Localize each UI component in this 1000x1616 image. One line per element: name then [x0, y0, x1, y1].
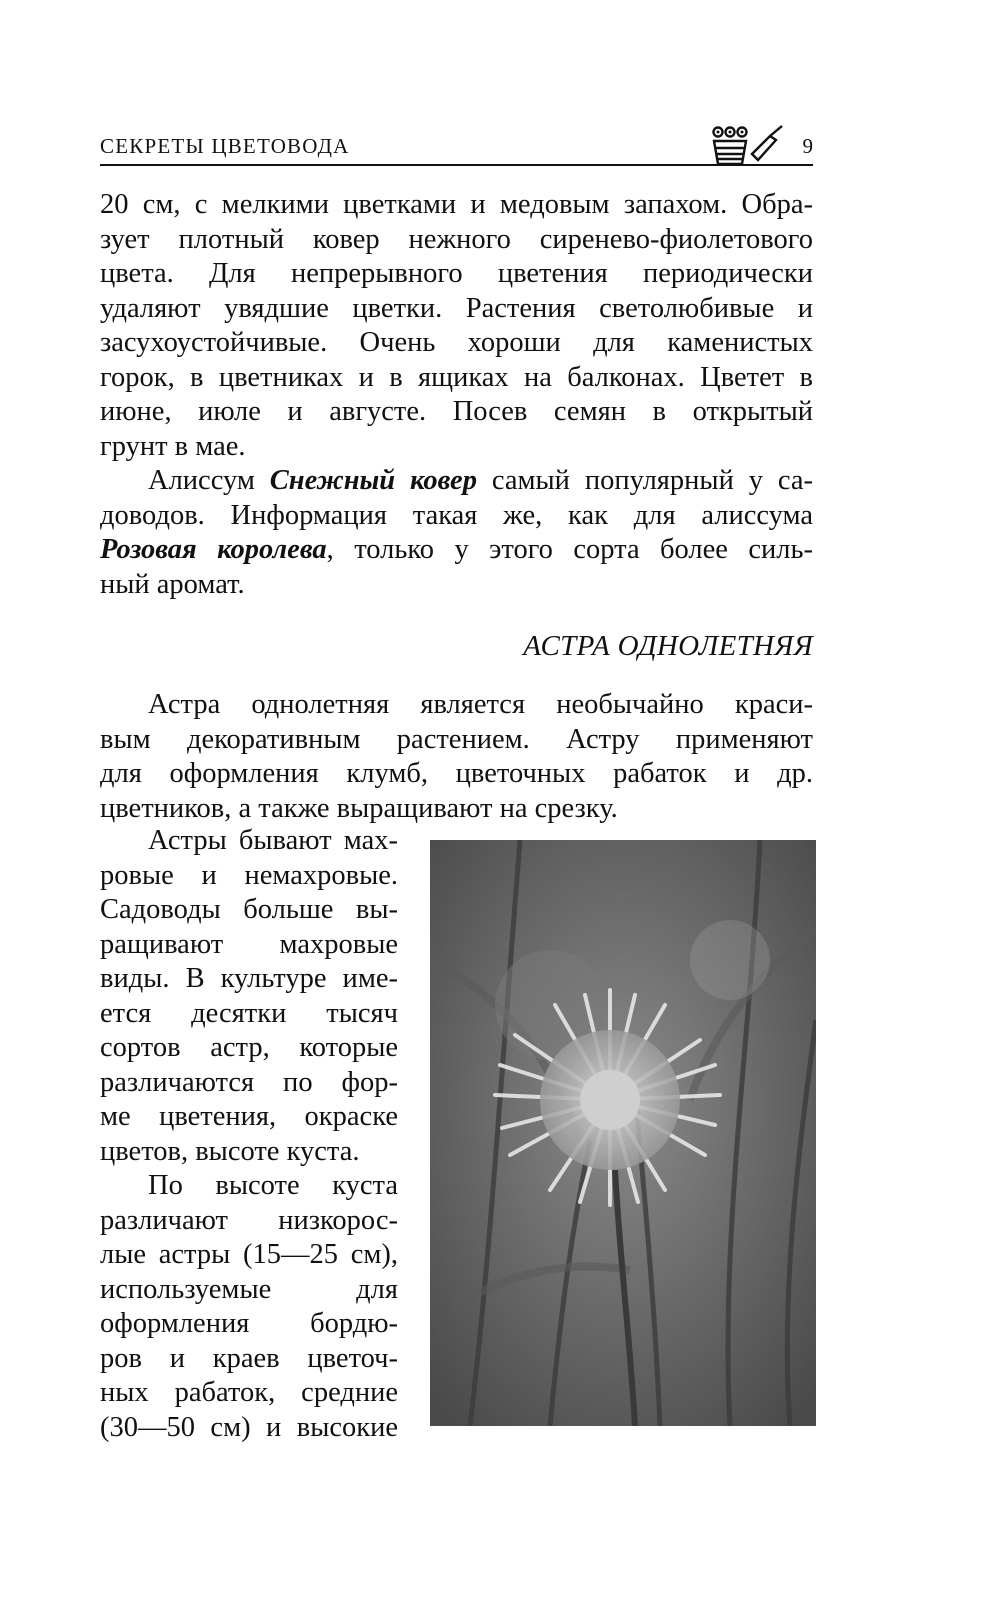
text-line: цветников, а также выращивают на срезку. [100, 792, 618, 824]
text-line: горок, в цветниках и в ящиках на балконах. Цветет в [100, 361, 813, 393]
text-line: виды. В культуре име- [100, 963, 398, 994]
text-line: цветов, высоте куста. [100, 1135, 360, 1167]
text-line: Астра однолетняя является необычайно краси- [148, 689, 813, 720]
text-line: 20 см, с мелкими цветками и медовым запахом. Обра- [100, 189, 813, 220]
variety-name: Снежный ковер [269, 465, 477, 496]
text-line: Алиссум Снежный ковер самый популярный у са- [148, 465, 814, 496]
aster-flower-photo [430, 840, 816, 1426]
text-line: ров и краев цветоч- [100, 1342, 398, 1374]
running-title: СЕКРЕТЫ ЦВЕТОВОДА [100, 134, 350, 158]
text-line: для оформления клумб, цветочных рабаток и др. [100, 758, 813, 789]
text-line: ных рабаток, средние [100, 1377, 398, 1408]
text-line: лые астры (15—25 см), [100, 1239, 398, 1270]
text-line: доводов. Информация такая же, как для алиссума [100, 499, 813, 531]
text-line: используемые для [100, 1273, 398, 1305]
paragraph-continued [100, 188, 813, 464]
text-line: сортов астр, которые [100, 1032, 398, 1063]
text-line: Садоводы больше вы- [100, 894, 398, 925]
text-line: По высоте куста [148, 1170, 398, 1201]
header-rule [100, 164, 813, 166]
text-line: ровые и немахровые. [100, 859, 398, 891]
paragraph-alyssum [100, 464, 813, 602]
text-line: ме цветения, окраске [100, 1101, 398, 1132]
text-line: вым декоративным растением. Астру применяют [100, 723, 813, 755]
text-line: цвета. Для непрерывного цветения периодически [100, 258, 813, 289]
text-line: грунт в мае. [100, 430, 246, 462]
text-line: (30—50 см) и высокие [100, 1411, 398, 1443]
text-line: ется десятки тысяч [100, 997, 398, 1029]
text-line: засухоустойчивые. Очень хороши для каменистых [100, 327, 813, 358]
text-column [100, 824, 398, 1445]
text-line: зует плотный ковер нежного сиренево-фиолетового [100, 223, 813, 255]
variety-name: Розовая королева [100, 534, 327, 565]
text-line: различаются по фор- [100, 1066, 398, 1098]
paragraph-aster-intro [100, 688, 813, 826]
page-number: 9 [802, 134, 813, 158]
text-line: ращивают махровые [100, 928, 398, 960]
text-line: удаляют увядшие цветки. Растения светолюбивые и [100, 292, 813, 324]
text-line: ный аромат. [100, 568, 245, 600]
text-line: июне, июле и августе. Посев семян в открытый [100, 396, 813, 427]
text-line: различают низкорос- [100, 1204, 398, 1236]
text-line: оформления бордю- [100, 1308, 398, 1339]
page-header [100, 130, 813, 166]
text-line: Астры бывают мах- [148, 825, 398, 856]
text-line: Розовая королева, только у этого сорта более силь- [100, 534, 813, 565]
section-heading: АСТРА ОДНОЛЕТНЯЯ [523, 630, 813, 662]
